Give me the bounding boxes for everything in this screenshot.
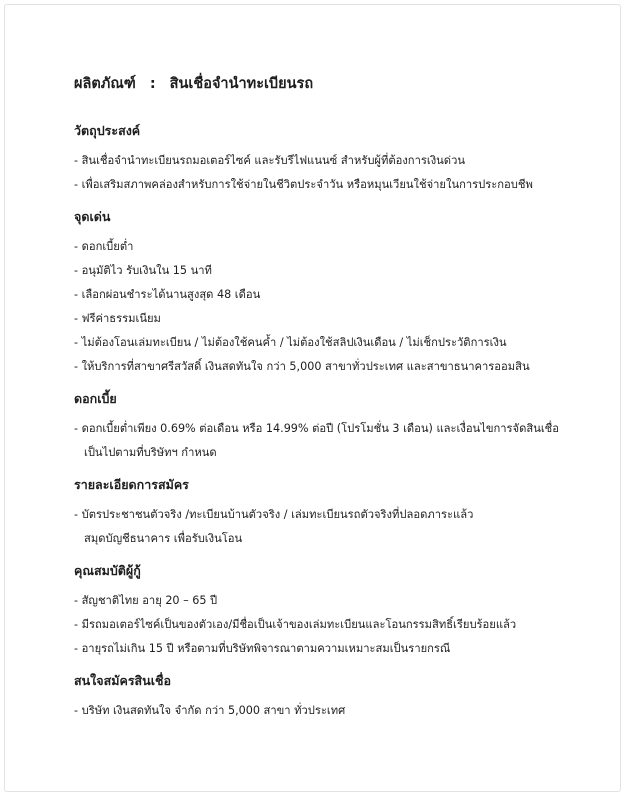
list-item-continuation: เป็นไปตามที่บริษัทฯ กำหนด [84, 446, 217, 459]
list-item: - ดอกเบี้ยต่ำเพียง 0.69% ต่อเดือน หรือ 14.99% ต่อปี (โปรโมชั่น 3 เดือน) และเงื่อนไขการจัดสินเชื่อ [74, 422, 559, 435]
section-heading: รายละเอียดการสมัคร [74, 477, 189, 492]
section-objective [74, 121, 584, 197]
list-item: - ให้บริการที่สาขาศรีสวัสดิ์ เงินสดทันใจ กว่า 5,000 สาขาทั่วประเทศ และสาขาธนาคารออมสิน [74, 360, 530, 373]
list-item: - สินเชื่อจำนำทะเบียนรถมอเตอร์ไซค์ และรับรีไฟแนนซ์ สำหรับผู้ที่ต้องการเงินด่วน [74, 154, 465, 167]
section-heading: ดอกเบี้ย [74, 391, 117, 406]
product-title [74, 72, 584, 95]
section-heading: จุดเด่น [74, 209, 111, 224]
section-heading: คุณสมบัติผู้กู้ [74, 563, 141, 578]
section-heading: สนใจสมัครสินเชื่อ [74, 673, 171, 688]
section-application-details [74, 475, 584, 551]
section-heading: วัตถุประสงค์ [74, 123, 141, 138]
list-item-continuation: สมุดบัญชีธนาคาร เพื่อรับเงินโอน [84, 532, 243, 545]
list-item: - ฟรีค่าธรรมเนียม [74, 312, 161, 325]
list-item: - ไม่ต้องโอนเล่มทะเบียน / ไม่ต้องใช้คนค้ำ / ไม่ต้องใช้สลิปเงินเดือน / ไม่เช็กประวัติการเงิน [74, 336, 507, 349]
list-item: - อนุมัติไว รับเงินใน 15 นาที [74, 264, 212, 277]
list-item: - บริษัท เงินสดทันใจ จำกัด กว่า 5,000 สาขา ทั่วประเทศ [74, 704, 346, 717]
section-apply [74, 671, 584, 723]
product-title-separator: : [149, 76, 156, 92]
list-item: - มีรถมอเตอร์ไซค์เป็นของตัวเอง/มีชื่อเป็นเจ้าของเล่มทะเบียนและโอนกรรมสิทธิ์เรียบร้อยแล้ว [74, 618, 517, 631]
product-title-label: ผลิตภัณฑ์ [74, 76, 136, 92]
list-item: - บัตรประชาชนตัวจริง /ทะเบียนบ้านตัวจริง / เล่มทะเบียนรถตัวจริงที่ปลอดภาระแล้ว [74, 508, 474, 521]
product-title-value: สินเชื่อจำนำทะเบียนรถ [169, 76, 314, 92]
section-highlights [74, 207, 584, 379]
list-item: - สัญชาติไทย อายุ 20 – 65 ปี [74, 594, 218, 607]
list-item: - ดอกเบี้ยต่ำ [74, 240, 134, 253]
section-interest [74, 389, 584, 465]
list-item: - อายุรถไม่เกิน 15 ปี หรือตามที่บริษัทพิจารณาตามความเหมาะสมเป็นรายกรณี [74, 642, 451, 655]
section-borrower-qualifications [74, 561, 584, 661]
document-body [74, 72, 584, 733]
list-item: - เลือกผ่อนชำระได้นานสูงสุด 48 เดือน [74, 288, 261, 301]
list-item: - เพื่อเสริมสภาพคล่องสำหรับการใช้จ่ายในชีวิตประจำวัน หรือหมุนเวียนใช้จ่ายในการประกอบชีพ [74, 178, 533, 191]
